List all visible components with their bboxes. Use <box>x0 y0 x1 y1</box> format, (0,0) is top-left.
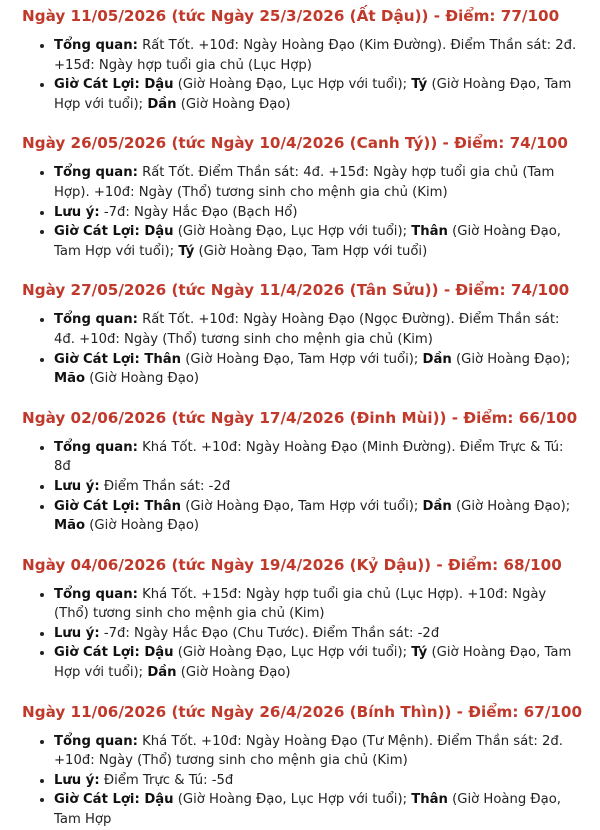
hour-note: (Giờ Hoàng Đạo, Tam Hợp với tuổi); <box>181 498 423 514</box>
detail-text: Khá Tốt. +15đ: Ngày hợp tuổi gia chủ (Lục Hợp). +10đ: Ngày (Thổ) tương sinh cho mệnh gia chủ (Kim) <box>54 586 547 622</box>
hour-name: Dần <box>147 96 177 112</box>
detail-item <box>54 771 582 791</box>
hour-note: (Giờ Hoàng Đạo, Tam Hợp với tuổi) <box>194 243 428 259</box>
hour-name: Dần <box>147 665 177 681</box>
detail-item <box>54 222 582 261</box>
detail-item <box>54 497 582 536</box>
detail-text: Rất Tốt. +10đ: Ngày Hoàng Đạo (Kim Đường). Điểm Thần sát: 2đ. +15đ: Ngày hợp tuổi gia chủ (Lục Hợp) <box>54 38 577 73</box>
day-entry <box>22 701 582 830</box>
detail-label: Giờ Cát Lợi: <box>54 498 140 514</box>
hour-note: (Giờ Hoàng Đạo, Tam Hợp với tuổi); <box>54 77 572 112</box>
detail-text: -7đ: Ngày Hắc Đạo (Bạch Hổ) <box>99 204 298 220</box>
detail-item <box>54 203 582 223</box>
hour-name: Tý <box>411 645 428 661</box>
hour-name: Mão <box>54 518 86 534</box>
hour-name: Thân <box>139 351 181 367</box>
hour-name: Thân <box>411 224 448 240</box>
hour-note: (Giờ Hoàng Đạo); <box>451 498 571 514</box>
detail-label: Tổng quan: <box>54 733 138 749</box>
detail-text: Điểm Thần sát: -2đ <box>99 478 231 494</box>
day-entry <box>22 279 582 388</box>
detail-text: Điểm Trực & Tú: -5đ <box>99 772 234 788</box>
day-details-list <box>22 163 582 261</box>
day-details-list <box>22 585 582 683</box>
detail-item <box>54 350 582 389</box>
day-details-list <box>22 438 582 536</box>
day-title: Ngày 02/06/2026 (tức Ngày 17/4/2026 (Đinh Mùi)) - Điểm: 66/100 <box>22 408 578 427</box>
detail-item <box>54 624 582 644</box>
detail-item <box>54 75 582 114</box>
detail-text: Rất Tốt. Điểm Thần sát: 4đ. +15đ: Ngày hợp tuổi gia chủ (Tam Hợp). +10đ: Ngày (Thổ) tương sinh cho mệnh gia chủ (Kim) <box>54 165 555 200</box>
detail-text: Rất Tốt. +10đ: Ngày Hoàng Đạo (Ngọc Đường). Điểm Thần sát: 4đ. +10đ: Ngày (Thổ) tương sinh cho mệnh gia chủ (Kim) <box>54 312 560 347</box>
detail-label: Giờ Cát Lợi: <box>54 645 140 661</box>
day-entry <box>22 132 582 261</box>
day-details-list <box>22 36 582 114</box>
hour-note: (Giờ Hoàng Đạo) <box>176 96 291 112</box>
hour-note: (Giờ Hoàng Đạo, Tam Hợp với tuổi); <box>54 224 561 259</box>
detail-label: Tổng quan: <box>54 165 138 181</box>
hour-note: (Giờ Hoàng Đạo, Tam Hợp với tuổi); <box>54 645 572 681</box>
detail-text: Khá Tốt. +10đ: Ngày Hoàng Đạo (Tư Mệnh). Điểm Thần sát: 2đ. +10đ: Ngày (Thổ) tương sinh cho mệnh gia chủ (Kim) <box>54 733 563 769</box>
detail-item <box>54 163 582 202</box>
day-details-list <box>22 310 582 388</box>
detail-label: Giờ Cát Lợi: <box>54 351 140 367</box>
hour-name: Tý <box>178 243 195 259</box>
detail-text: -7đ: Ngày Hắc Đạo (Chu Tước). Điểm Thần sát: -2đ <box>99 625 440 641</box>
detail-text: Khá Tốt. +10đ: Ngày Hoàng Đạo (Minh Đường). Điểm Trực & Tú: 8đ <box>54 439 564 475</box>
hour-note: (Giờ Hoàng Đạo, Lục Hợp với tuổi); <box>173 224 412 240</box>
detail-label: Giờ Cát Lợi: <box>54 77 140 93</box>
hour-name: Dậu <box>139 224 174 240</box>
hour-note: (Giờ Hoàng Đạo, Tam Hợp với tuổi); <box>181 351 423 367</box>
hour-name: Dậu <box>139 645 174 661</box>
day-title: Ngày 11/06/2026 (tức Ngày 26/4/2026 (Bính Thìn)) - Điểm: 67/100 <box>22 702 583 721</box>
detail-item <box>54 643 582 682</box>
detail-item <box>54 36 582 75</box>
day-title: Ngày 11/05/2026 (tức Ngày 25/3/2026 (Ất Dậu)) - Điểm: 77/100 <box>22 7 560 25</box>
hour-note: (Giờ Hoàng Đạo) <box>85 518 200 534</box>
day-title: Ngày 26/05/2026 (tức Ngày 10/4/2026 (Canh Tý)) - Điểm: 74/100 <box>22 134 568 153</box>
day-entry <box>22 407 582 536</box>
hour-name: Thân <box>411 792 448 808</box>
detail-label: Tổng quan: <box>54 38 138 53</box>
detail-item <box>54 790 582 829</box>
detail-item <box>54 477 582 497</box>
detail-item <box>54 585 582 624</box>
detail-label: Lưu ý: <box>54 772 100 788</box>
detail-label: Tổng quan: <box>54 439 138 455</box>
hour-note: (Giờ Hoàng Đạo); <box>451 351 571 367</box>
hour-name: Dậu <box>139 792 174 808</box>
day-details-list <box>22 732 582 830</box>
hour-name: Tý <box>411 77 428 93</box>
hour-note: (Giờ Hoàng Đạo) <box>176 665 291 681</box>
detail-label: Giờ Cát Lợi: <box>54 792 140 808</box>
detail-item <box>54 310 582 349</box>
detail-label: Lưu ý: <box>54 478 100 494</box>
hour-note: (Giờ Hoàng Đạo, Tam Hợp <box>54 792 561 828</box>
hour-name: Mão <box>54 371 86 387</box>
hour-name: Dậu <box>139 77 174 93</box>
detail-label: Tổng quan: <box>54 586 138 602</box>
detail-label: Lưu ý: <box>54 204 100 220</box>
hour-note: (Giờ Hoàng Đạo) <box>85 371 200 387</box>
hour-note: (Giờ Hoàng Đạo, Lục Hợp với tuổi); <box>173 645 412 661</box>
hour-note: (Giờ Hoàng Đạo, Lục Hợp với tuổi); <box>173 77 412 93</box>
hour-name: Dần <box>422 498 452 514</box>
day-title: Ngày 27/05/2026 (tức Ngày 11/4/2026 (Tân Sửu)) - Điểm: 74/100 <box>22 281 570 300</box>
detail-label: Giờ Cát Lợi: <box>54 224 140 240</box>
detail-label: Lưu ý: <box>54 625 100 641</box>
day-entry <box>22 5 582 114</box>
day-entry <box>22 554 582 683</box>
detail-item <box>54 438 582 477</box>
hour-note: (Giờ Hoàng Đạo, Lục Hợp với tuổi); <box>173 792 412 808</box>
hour-name: Thân <box>139 498 181 514</box>
hour-name: Dần <box>422 351 452 367</box>
day-title: Ngày 04/06/2026 (tức Ngày 19/4/2026 (Kỷ Dậu)) - Điểm: 68/100 <box>22 555 562 574</box>
detail-label: Tổng quan: <box>54 312 138 328</box>
detail-item <box>54 732 582 771</box>
